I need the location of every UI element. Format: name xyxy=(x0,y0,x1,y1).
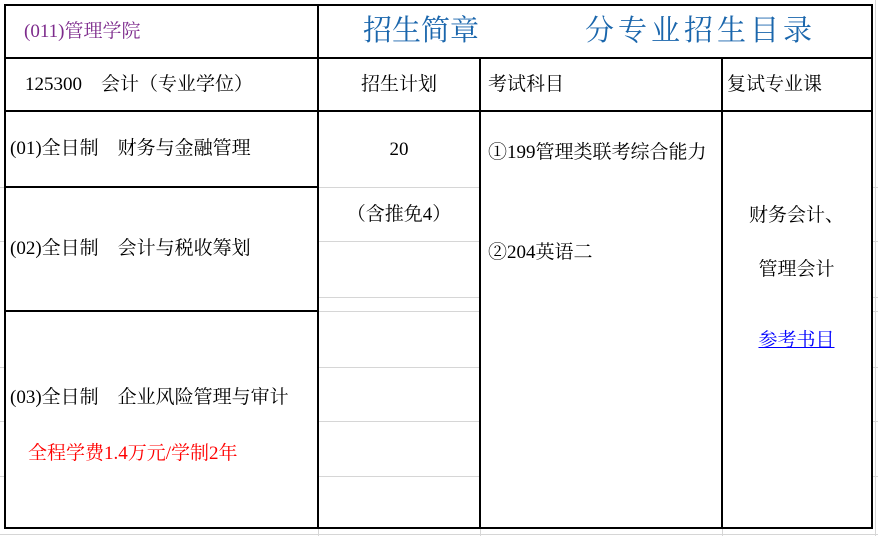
table-border-prog2 xyxy=(4,310,319,312)
admission-brochure-link[interactable]: 招生简章 xyxy=(363,14,480,47)
reference-books-link[interactable] xyxy=(722,327,871,353)
program-row-02: (02)全日制 会计与税收筹划 xyxy=(10,238,251,259)
plan-total: 20 xyxy=(389,138,409,160)
gridline xyxy=(319,476,479,477)
exam-subject-2: ②204英语二 xyxy=(488,241,593,263)
tuition-note: 全程学费1.4万元/学制2年 xyxy=(28,442,238,464)
gridline xyxy=(319,311,479,312)
gridline xyxy=(0,534,878,535)
table-border-col2 xyxy=(479,57,481,529)
plan-column-header: 招生计划 xyxy=(360,73,437,95)
table-border-bottom xyxy=(4,527,873,529)
gridline xyxy=(0,367,4,368)
gridline xyxy=(319,421,479,422)
plan-note: （含推免4） xyxy=(346,204,452,225)
exam-subject-1: ①199管理类联考综合能力 xyxy=(488,141,707,163)
table-border-left xyxy=(4,4,6,529)
table-border-right xyxy=(871,4,873,529)
gridline xyxy=(319,241,479,242)
retest-course-line1: 财务会计、 xyxy=(748,204,844,226)
retest-column-header: 复试专业课 xyxy=(727,73,823,95)
major-code-label: 125300 会计（专业学位） xyxy=(25,73,254,95)
gridline xyxy=(0,187,4,188)
gridline xyxy=(0,476,4,477)
subjects-column-header: 考试科目 xyxy=(488,73,565,95)
table-border-col3 xyxy=(721,57,723,529)
department-label: (011)管理学院 xyxy=(24,20,141,42)
gridline xyxy=(875,0,876,536)
program-row-01: (01)全日制 财务与金融管理 xyxy=(10,138,251,159)
major-catalog-link[interactable]: 分专业招生目录 xyxy=(585,14,817,47)
gridline xyxy=(0,421,4,422)
reference-books-link-text[interactable]: 参考书目 xyxy=(758,329,835,351)
program-row-03: (03)全日制 企业风险管理与审计 xyxy=(10,386,289,408)
gridline xyxy=(0,241,4,242)
gridline xyxy=(319,297,479,298)
retest-course-line2: 管理会计 xyxy=(758,258,835,280)
gridline xyxy=(319,367,479,368)
